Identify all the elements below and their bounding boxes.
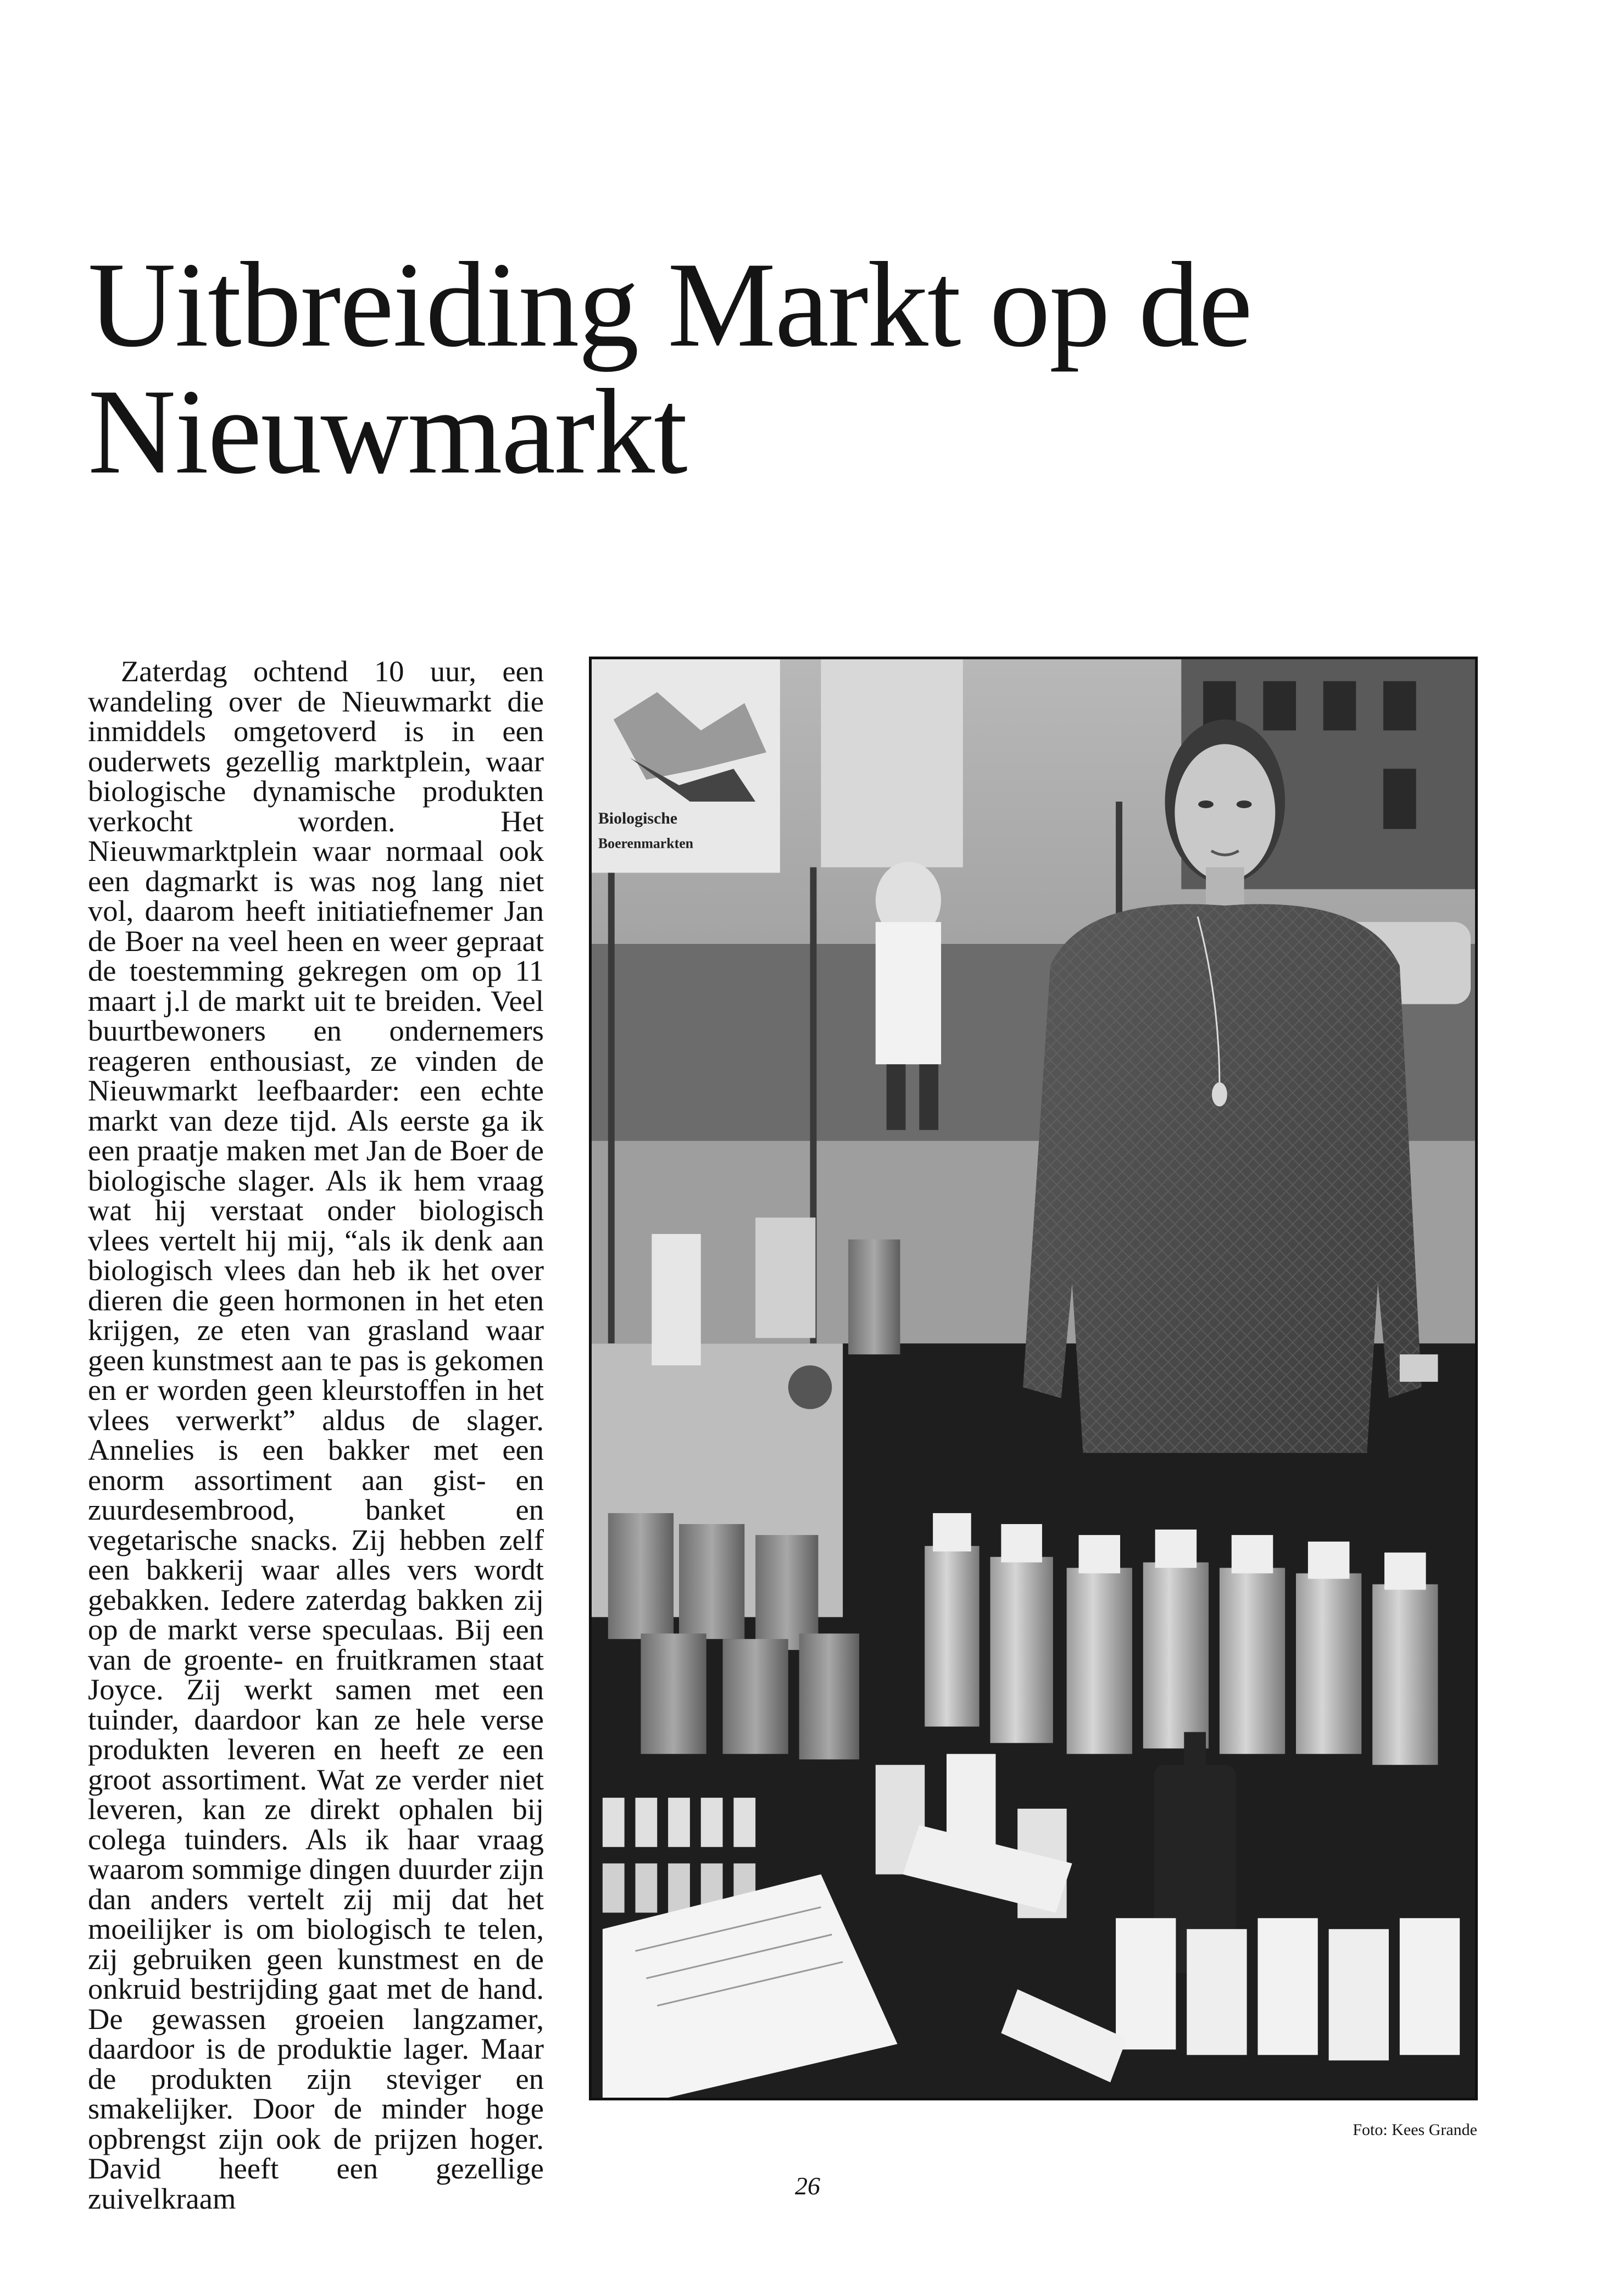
banner-text-line1: Biologische: [598, 809, 678, 827]
page-number: 26: [795, 2172, 820, 2200]
article-title: Uitbreiding Markt op de Nieuwmarkt: [88, 237, 1252, 499]
article-body-column: [88, 654, 544, 2215]
photo-credit: Foto: Kees Grande: [1353, 2121, 1477, 2139]
market-stall-photo: [589, 657, 1478, 2100]
photo-illustration: [592, 659, 1475, 2098]
banner-text-line2: Boerenmarkten: [598, 835, 694, 852]
article-body-text: Zaterdag ochtend 10 uur, een wandeling over de Nieuwmarkt die inmiddels omgetoverd is in een ouderwets gezellig marktplein, waar biologische dynamische produkten verkocht worden. Het Nieuwmarktplein waar normaal ook een dagmarkt is was nog lang niet vol, daarom heeft initiatiefnemer Jan de Boer na veel heen en weer gepraat de toestemming gekregen om op 11 maart j.l de markt uit te breiden. Veel buurtbewoners en ondernemers reageren enthousiast, ze vinden de Nieuwmarkt leefbaarder: een echte markt van deze tijd. Als eerste ga ik een praatje maken met Jan de Boer de biologische slager. Als ik hem vraag wat hij verstaat onder biologisch vlees vertelt hij mij, “als ik denk aan biologisch vlees dan heb ik het over dieren die geen hormonen in het eten krijgen, ze eten van grasland waar geen kunstmest aan te pas is gekomen en er worden geen kleurstoffen in het vlees verwerkt” aldus de slager. Annelies is een bakker met een enorm assortiment aan gist- en zuurdesembrood, banket en vegetarische snacks. Zij hebben zelf een bakkerij waar alles vers wordt gebakken. Iedere zaterdag bakken zij op de markt verse speculaas. Bij een van de groente- en fruitkramen staat Joyce. Zij werkt samen met een tuinder, daardoor kan ze hele verse produkten leveren en heeft ze een groot assortiment. Wat ze verder niet leveren, kan ze direkt ophalen bij colega tuinders. Als ik haar vraag waarom sommige dingen duurder zijn dan anders vertelt zij mij dat het moeilijker is om biologisch te telen, zij gebruiken geen kunstmest en de onkruid bestrijding gaat met de hand. De gewassen groeien langzamer, daardoor is de produktie lager. Maar de produkten zijn steviger en smakelijker. Door de minder hoge opbrengst zijn ook de prijzen hoger. David heeft een gezellige zuivelkraam: [88, 654, 544, 2215]
